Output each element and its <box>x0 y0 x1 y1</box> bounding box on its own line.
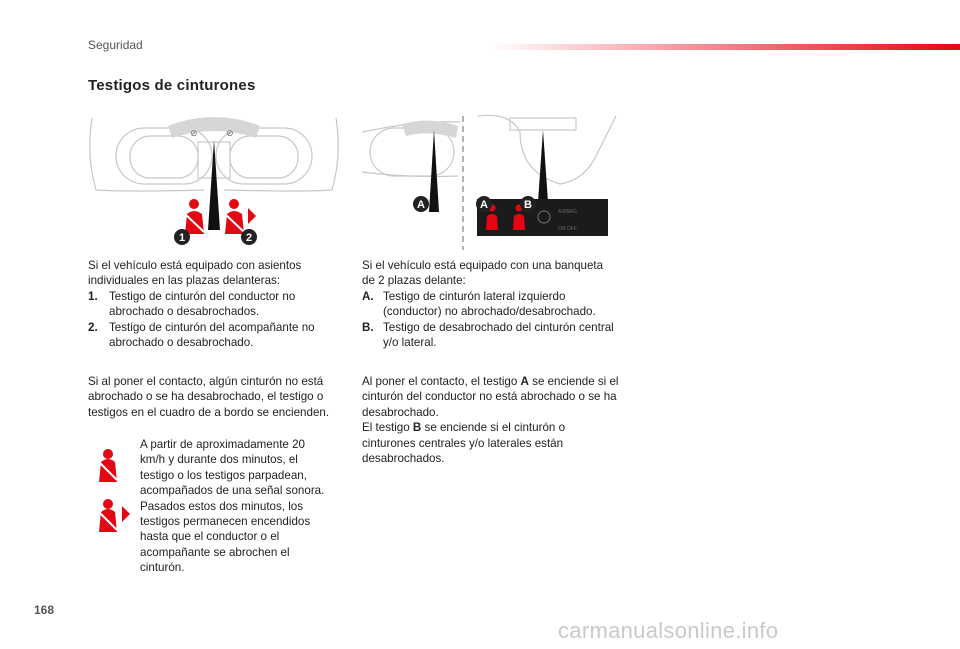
page-number: 168 <box>34 603 55 617</box>
left-paragraph-2: Si al poner el contacto, algún cinturón no está abrochado o se ha desabrochado, el testigo o testigos en el cuadro de a bordo se encienden. <box>88 375 330 419</box>
right-intro: Si el vehículo está equipado con una banqueta de 2 plazas delante: <box>362 259 604 288</box>
seatbelt-warning-icon <box>94 448 128 482</box>
list-item: A. Testigo de cinturón lateral izquierdo (conductor) no abrochado/desabrochado. <box>362 289 596 319</box>
svg-text:⊘: ⊘ <box>226 128 234 138</box>
list-item: 2. Testigo de cinturón del acompañante no abrochado o desabrochado. <box>88 320 315 350</box>
section-header: Seguridad <box>88 38 143 52</box>
list-item: B. Testigo de desabrochado del cinturón central y/o lateral. <box>362 320 614 350</box>
seatbelt-passenger-icon <box>94 498 132 532</box>
page-title: Testigos de cinturones <box>88 77 256 94</box>
svg-text:⊘: ⊘ <box>190 128 198 138</box>
svg-text:1: 1 <box>178 232 186 244</box>
svg-text:A: A <box>417 199 425 211</box>
watermark: carmanualsonline.info <box>558 618 779 643</box>
list-item: 1. Testigo de cinturón del conductor no abrochado o desabrochados. <box>88 289 296 319</box>
note-text: A partir de aproximadamente 20 km/h y durante dos minutos, el testigo o los testigos parpadean, acompañados de una señal sonora. Pasados estos dos minutos, los testigos permanecen encendidos hasta que el conductor o el acompañante se abrochen el cinturón. <box>140 438 325 575</box>
svg-text:2: 2 <box>245 232 253 244</box>
svg-text:A: A <box>480 199 488 211</box>
svg-text:ON OFF: ON OFF <box>558 226 577 232</box>
right-paragraph-2: Al poner el contacto, el testigo A se enciende si el cinturón del conductor no está abrochado o se ha desabrochado. El testigo B se enciende si el cinturón o cinturones centrales y/o laterales están desabrochados. <box>362 375 619 466</box>
header-accent-line <box>488 44 960 50</box>
svg-text:B: B <box>524 199 532 211</box>
bench-seat-warning-figure <box>360 112 620 250</box>
svg-text:AIRBAG: AIRBAG <box>558 209 577 215</box>
left-intro: Si el vehículo está equipado con asientos individuales en las plazas delanteras: <box>88 259 302 288</box>
instrument-cluster-figure <box>86 110 342 250</box>
right-intro-block <box>362 258 618 350</box>
left-intro-block <box>88 258 338 350</box>
